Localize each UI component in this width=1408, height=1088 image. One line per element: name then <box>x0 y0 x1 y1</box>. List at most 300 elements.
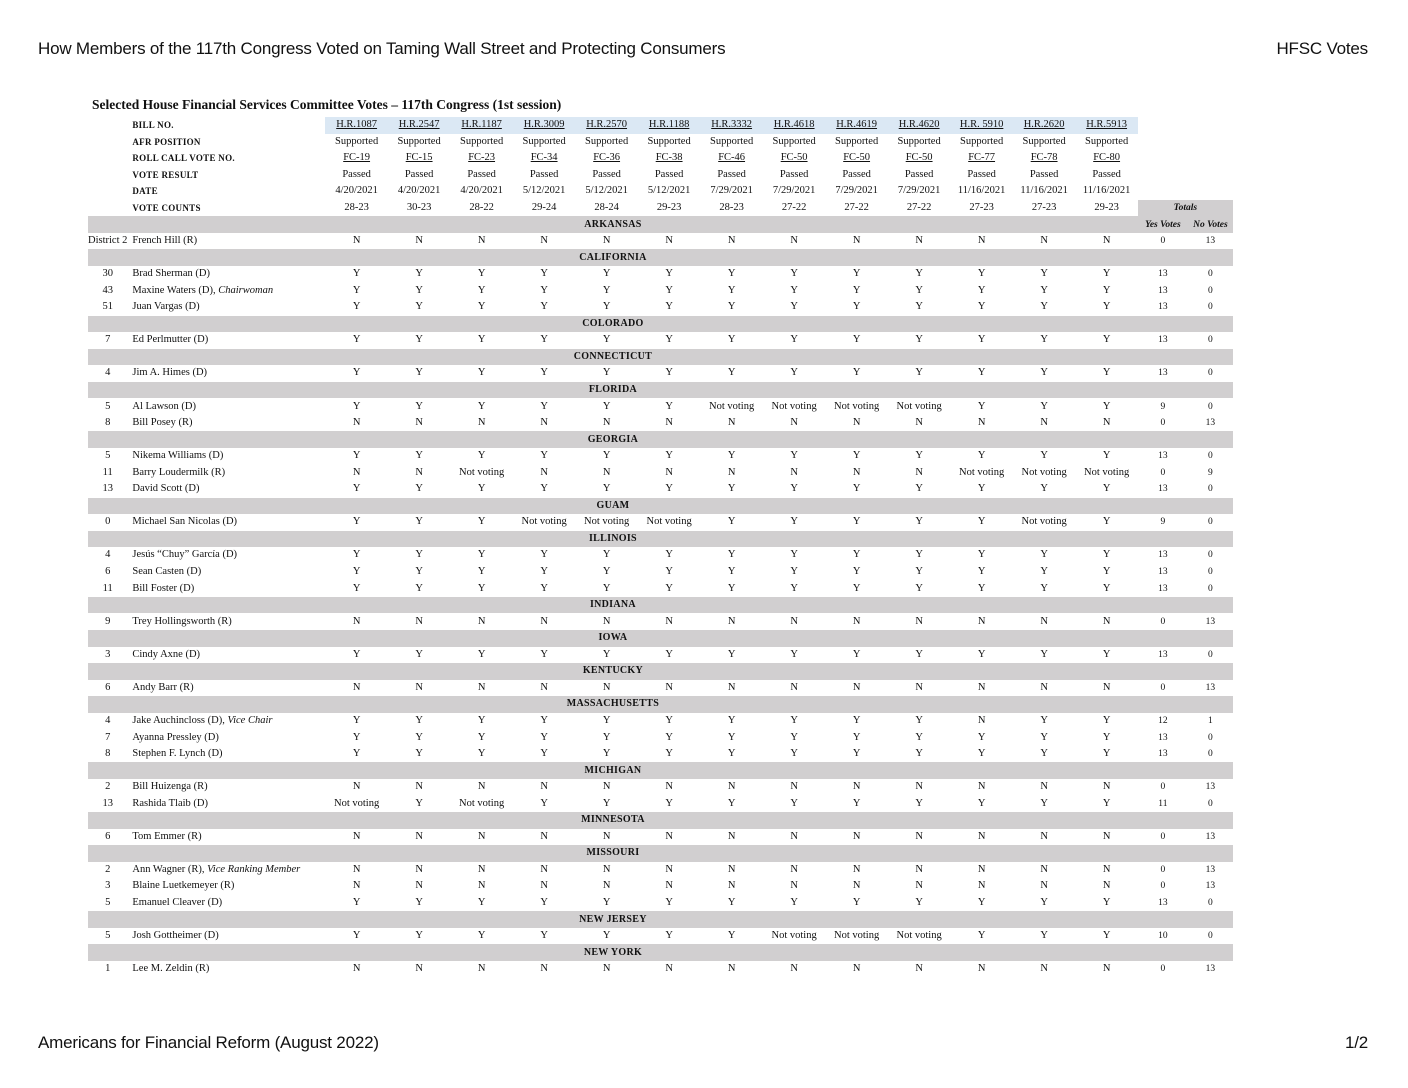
yes-total: 0 <box>1160 616 1166 627</box>
vote-count: 27-23 <box>969 202 994 213</box>
bill-number[interactable] <box>450 117 513 134</box>
yes-total: 10 <box>1158 931 1168 942</box>
roll-call[interactable] <box>825 150 888 167</box>
roll-call-text[interactable]: FC-50 <box>780 152 808 164</box>
vote-cell: N <box>1040 963 1048 975</box>
vote-cell: Y <box>977 930 986 942</box>
vote-cell: Y <box>665 797 673 809</box>
state-row <box>88 762 1233 779</box>
roll-call-text[interactable]: FC-38 <box>655 152 683 164</box>
state-name: MISSOURI <box>88 845 1138 862</box>
roll-call-text[interactable]: FC-36 <box>593 152 621 164</box>
member-name-text: Jake Auchincloss (D), <box>132 714 228 726</box>
vote-cell: N <box>915 615 923 627</box>
vote-cell: Y <box>602 268 611 280</box>
vote-cell: Y <box>665 748 673 760</box>
vote-cell: Y <box>1040 400 1048 412</box>
roll-call-text[interactable]: FC-50 <box>905 152 933 164</box>
row-label-date: DATE <box>132 186 158 197</box>
vote-cell: Y <box>790 367 798 379</box>
vote-cell: N <box>1102 235 1111 247</box>
vote-cell: Not voting <box>1021 466 1067 478</box>
vote-date: 7/29/2021 <box>897 185 941 197</box>
vote-cell: Y <box>852 301 861 313</box>
bill-number[interactable] <box>1013 117 1076 134</box>
no-total: 0 <box>1208 335 1213 346</box>
vote-cell: Y <box>1102 549 1111 561</box>
vote-cell: Y <box>977 284 986 296</box>
vote-cell: Y <box>1102 284 1111 296</box>
vote-cell: N <box>852 466 861 478</box>
roll-call-text[interactable]: FC-78 <box>1030 152 1058 164</box>
vote-cell: Y <box>415 648 423 660</box>
vote-result: Passed <box>967 168 996 180</box>
header-spacer <box>88 134 132 151</box>
bill-number-text[interactable]: H.R.4619 <box>836 119 878 131</box>
bill-number[interactable] <box>888 117 951 134</box>
vote-cell: N <box>915 963 923 975</box>
bill-number[interactable] <box>513 117 576 134</box>
member-name-text: Cindy Axne (D) <box>132 648 201 660</box>
roll-call[interactable] <box>700 150 763 167</box>
vote-count: 29-23 <box>656 202 682 213</box>
roll-call-text[interactable]: FC-46 <box>718 152 746 164</box>
no-votes-header: No Votes <box>1188 216 1233 233</box>
bill-number-text[interactable]: H.R.3332 <box>711 119 753 131</box>
vote-cell: Not voting <box>771 930 817 942</box>
bill-number-text[interactable]: H.R.1188 <box>648 119 690 131</box>
afr-position: Supported <box>960 135 1004 147</box>
vote-cell: Y <box>727 450 736 462</box>
no-total: 0 <box>1208 798 1213 809</box>
vote-cell: Y <box>915 714 923 726</box>
vote-cell: Y <box>727 516 736 528</box>
vote-cell: Y <box>1102 516 1111 528</box>
state-name: MASSACHUSETTS <box>88 696 1138 713</box>
vote-cell: Y <box>915 367 923 379</box>
vote-cell: Y <box>477 483 486 495</box>
no-total: 13 <box>1205 964 1216 975</box>
vote-cell: Y <box>352 549 361 561</box>
vote-cell: Y <box>915 896 923 908</box>
vote-cell: Y <box>665 400 673 412</box>
yes-total: 13 <box>1158 583 1168 594</box>
member-name <box>132 266 325 283</box>
header-row-afr <box>88 134 1233 151</box>
vote-cell: Y <box>852 516 861 528</box>
vote-cell: Y <box>415 549 423 561</box>
vote-cell: Y <box>540 896 548 908</box>
row-label-bill: BILL NO. <box>132 120 174 131</box>
yes-total: 0 <box>1160 964 1166 975</box>
vote-cell: Y <box>602 400 611 412</box>
roll-call-text[interactable]: FC-80 <box>1093 152 1121 164</box>
state-name: IOWA <box>88 630 1138 647</box>
vote-cell: N <box>1040 781 1048 793</box>
vote-cell: Y <box>665 268 673 280</box>
yes-total: 13 <box>1158 749 1168 760</box>
member-name-text: Blaine Luetkemeyer (R) <box>132 880 235 892</box>
vote-cell: Y <box>790 301 798 313</box>
yes-total: 13 <box>1158 732 1168 743</box>
vote-cell: N <box>415 781 423 793</box>
district: 13 <box>102 797 113 809</box>
vote-cell: Y <box>540 400 548 412</box>
vote-cell: Y <box>852 566 861 578</box>
member-row <box>88 729 1233 746</box>
state-row <box>88 597 1233 614</box>
roll-call[interactable] <box>388 150 451 167</box>
vote-cell: Y <box>790 334 798 346</box>
vote-cell: Y <box>665 334 673 346</box>
district: 6 <box>105 681 111 693</box>
bill-number-text[interactable]: H.R. 5910 <box>959 119 1004 131</box>
vote-cell: Y <box>1040 748 1048 760</box>
header-spacer <box>88 183 132 200</box>
roll-call[interactable] <box>513 150 576 167</box>
vote-cell: N <box>1040 830 1048 842</box>
district: 3 <box>105 880 111 892</box>
yes-total: 13 <box>1158 335 1168 346</box>
bill-number[interactable] <box>700 117 763 134</box>
roll-call[interactable] <box>763 150 826 167</box>
afr-position: Supported <box>647 135 691 147</box>
vote-cell: N <box>852 235 861 247</box>
roll-call-text[interactable]: FC-50 <box>843 152 871 164</box>
vote-cell: N <box>727 863 736 875</box>
vote-cell: Not voting <box>709 400 755 412</box>
member-name-text: Ed Perlmutter (D) <box>132 334 209 346</box>
member-name <box>132 282 325 299</box>
member-name-text: Stephen F. Lynch (D) <box>132 748 223 760</box>
state-row <box>88 696 1233 713</box>
vote-cell: Y <box>477 731 486 743</box>
member-name-text: Bill Posey (R) <box>132 417 193 429</box>
vote-cell: N <box>352 466 361 478</box>
state-name: FLORIDA <box>88 382 1138 399</box>
roll-call[interactable] <box>450 150 513 167</box>
district: 8 <box>105 417 111 429</box>
member-row <box>88 464 1233 481</box>
vote-result: Passed <box>904 168 934 180</box>
roll-call[interactable] <box>575 150 638 167</box>
roll-call-text[interactable]: FC-23 <box>468 152 496 164</box>
vote-cell: Y <box>1102 930 1111 942</box>
vote-cell: Not voting <box>1084 466 1130 478</box>
bill-number-text[interactable]: H.R.4618 <box>773 119 815 131</box>
bill-number[interactable] <box>325 117 388 134</box>
no-total: 13 <box>1205 782 1216 793</box>
member-name <box>132 233 325 250</box>
vote-cell: Y <box>1040 549 1048 561</box>
bill-number[interactable] <box>950 117 1013 134</box>
member-name <box>132 365 325 382</box>
vote-cell: N <box>415 235 423 247</box>
roll-call[interactable] <box>325 150 388 167</box>
vote-cell: N <box>415 466 423 478</box>
member-name <box>132 713 325 730</box>
vote-cell: N <box>852 417 861 429</box>
vote-result: Passed <box>529 168 559 180</box>
bill-number-text[interactable]: H.R.5913 <box>1086 119 1128 131</box>
vote-cell: N <box>352 681 361 693</box>
vote-cell: Y <box>1102 648 1111 660</box>
vote-cell: Y <box>915 268 923 280</box>
state-row <box>88 216 1233 233</box>
vote-cell: N <box>602 963 611 975</box>
vote-date: 4/20/2021 <box>397 185 441 197</box>
vote-cell: N <box>727 466 736 478</box>
no-total: 0 <box>1208 649 1213 660</box>
roll-call[interactable] <box>950 150 1013 167</box>
vote-cell: N <box>977 714 986 726</box>
vote-cell: Y <box>602 930 611 942</box>
state-row <box>88 249 1233 266</box>
member-name <box>132 299 325 316</box>
vote-cell: Y <box>977 582 986 594</box>
roll-call[interactable] <box>638 150 701 167</box>
member-name-text: Barry Loudermilk (R) <box>132 466 226 478</box>
vote-cell: Y <box>977 268 986 280</box>
vote-cell: Y <box>540 549 548 561</box>
vote-cell: N <box>915 235 923 247</box>
member-name-text: Trey Hollingsworth (R) <box>132 615 232 627</box>
vote-cell: Y <box>977 731 986 743</box>
no-total: 0 <box>1208 401 1213 412</box>
row-label-roll: ROLL CALL VOTE NO. <box>132 153 235 164</box>
vote-cell: Y <box>477 334 486 346</box>
member-name-text: Al Lawson (D) <box>132 400 196 412</box>
no-total: 13 <box>1205 831 1216 842</box>
member-name-text: Bill Huizenga (R) <box>132 781 208 793</box>
vote-cell: N <box>852 615 861 627</box>
vote-cell: Y <box>665 930 673 942</box>
yes-total: 0 <box>1160 682 1166 693</box>
no-total: 0 <box>1208 550 1213 561</box>
vote-cell: Y <box>602 334 611 346</box>
vote-cell: Y <box>852 797 861 809</box>
bill-number-text[interactable]: H.R.3009 <box>523 119 565 131</box>
bill-number[interactable] <box>825 117 888 134</box>
roll-call[interactable] <box>888 150 951 167</box>
vote-cell: Y <box>602 301 611 313</box>
vote-cell: N <box>915 681 923 693</box>
vote-cell: Y <box>1102 268 1111 280</box>
totals-header: Totals <box>1138 200 1233 217</box>
state-row <box>88 498 1233 515</box>
member-name <box>132 415 325 432</box>
vote-cell: N <box>977 417 986 429</box>
district: 1 <box>105 963 111 975</box>
vote-cell: N <box>727 830 736 842</box>
vote-cell: N <box>1040 417 1048 429</box>
vote-cell: Not voting <box>834 930 880 942</box>
member-row <box>88 282 1233 299</box>
vote-cell: N <box>977 863 986 875</box>
bill-number[interactable] <box>575 117 638 134</box>
vote-cell: N <box>540 235 548 247</box>
vote-cell: Y <box>790 566 798 578</box>
vote-cell: Y <box>1102 400 1111 412</box>
vote-cell: Y <box>477 367 486 379</box>
vote-cell: Y <box>415 896 423 908</box>
district: 51 <box>102 301 113 313</box>
vote-cell: Y <box>852 483 861 495</box>
vote-count: 29-24 <box>531 202 557 213</box>
vote-cell: Y <box>477 400 486 412</box>
header-row-date <box>88 183 1233 200</box>
roll-call[interactable] <box>1075 150 1138 167</box>
vote-cell: Y <box>415 450 423 462</box>
vote-cell: Y <box>415 566 423 578</box>
vote-cell: Y <box>477 748 486 760</box>
vote-cell: Y <box>602 731 611 743</box>
member-name <box>132 580 325 597</box>
no-total: 13 <box>1205 864 1216 875</box>
bill-number-text[interactable]: H.R.2570 <box>586 119 628 131</box>
vote-cell: N <box>1102 681 1111 693</box>
member-row <box>88 779 1233 796</box>
vote-cell: Y <box>790 731 798 743</box>
vote-cell: N <box>852 963 861 975</box>
vote-cell: Y <box>415 797 423 809</box>
member-name <box>132 795 325 812</box>
bill-number-text[interactable]: H.R.2620 <box>1023 119 1065 131</box>
vote-cell: Y <box>790 896 798 908</box>
vote-cell: Y <box>977 648 986 660</box>
member-name <box>132 564 325 581</box>
roll-call-text[interactable]: FC-19 <box>343 152 371 164</box>
vote-cell: Y <box>352 930 361 942</box>
vote-cell: Y <box>602 566 611 578</box>
vote-cell: N <box>915 830 923 842</box>
vote-cell: N <box>415 863 423 875</box>
member-row <box>88 613 1233 630</box>
district: 2 <box>105 781 111 793</box>
bill-number-text[interactable]: H.R.1187 <box>461 119 502 131</box>
vote-cell: Y <box>352 648 361 660</box>
vote-cell: Y <box>415 516 423 528</box>
district: 5 <box>105 930 111 942</box>
vote-cell: Y <box>540 582 548 594</box>
district: 7 <box>105 334 111 346</box>
vote-cell: N <box>727 963 736 975</box>
vote-count: 27-22 <box>844 202 869 213</box>
member-row <box>88 564 1233 581</box>
vote-cell: N <box>915 863 923 875</box>
state-row <box>88 531 1233 548</box>
roll-call-text[interactable]: FC-34 <box>530 152 558 164</box>
afr-position: Supported <box>522 135 566 147</box>
row-label-counts: VOTE COUNTS <box>132 203 201 213</box>
vote-result: Passed <box>467 168 496 180</box>
member-name-text: Jesús “Chuy” García (D) <box>132 549 238 561</box>
roll-call-text[interactable]: FC-15 <box>405 152 433 164</box>
vote-cell: Y <box>602 748 611 760</box>
bill-number[interactable] <box>638 117 701 134</box>
header-row-result <box>88 167 1233 184</box>
vote-cell: N <box>352 963 361 975</box>
vote-cell: Y <box>727 582 736 594</box>
vote-cell: Y <box>352 301 361 313</box>
vote-cell: N <box>790 781 798 793</box>
state-name: NEW JERSEY <box>88 911 1138 928</box>
member-row <box>88 795 1233 812</box>
vote-cell: N <box>477 880 486 892</box>
vote-cell: Y <box>727 748 736 760</box>
vote-date: 7/29/2021 <box>772 185 816 197</box>
afr-position: Supported <box>1022 135 1066 147</box>
vote-cell: Y <box>977 549 986 561</box>
vote-cell: Y <box>1102 301 1111 313</box>
vote-cell: Y <box>415 748 423 760</box>
vote-cell: Y <box>977 450 986 462</box>
bill-number[interactable] <box>388 117 451 134</box>
member-name <box>132 928 325 945</box>
bill-number-text[interactable]: H.R.1087 <box>336 119 378 131</box>
vote-cell: Y <box>790 268 798 280</box>
vote-result: Passed <box>592 168 621 180</box>
vote-cell: Y <box>665 714 673 726</box>
vote-cell: Y <box>415 367 423 379</box>
vote-cell: Y <box>915 334 923 346</box>
vote-count: 29-23 <box>1094 202 1119 213</box>
bill-number-text[interactable]: H.R.2547 <box>398 119 440 131</box>
vote-cell: Y <box>915 648 923 660</box>
vote-cell: N <box>352 863 361 875</box>
vote-cell: Y <box>1040 334 1048 346</box>
vote-cell: Y <box>790 450 798 462</box>
header-spacer <box>88 150 132 167</box>
vote-cell: Not voting <box>584 516 630 528</box>
vote-cell: Y <box>1102 714 1111 726</box>
state-name: GEORGIA <box>88 431 1138 448</box>
vote-cell: N <box>665 963 673 975</box>
vote-cell: Y <box>540 367 548 379</box>
afr-position: Supported <box>397 135 441 147</box>
vote-cell: N <box>477 235 486 247</box>
vote-cell: N <box>602 863 611 875</box>
vote-date: 11/16/2021 <box>1020 185 1068 197</box>
bill-number[interactable] <box>1075 117 1138 134</box>
member-name-text: Juan Vargas (D) <box>132 301 200 313</box>
vote-cell: Y <box>977 400 986 412</box>
bill-number[interactable] <box>763 117 826 134</box>
header-row-counts <box>88 200 1233 217</box>
vote-cell: Y <box>415 930 423 942</box>
page-footer: Americans for Financial Reform (August 2022) <box>38 1033 379 1052</box>
member-row <box>88 415 1233 432</box>
roll-call-text[interactable]: FC-77 <box>968 152 996 164</box>
yes-votes-header: Yes Votes <box>1138 216 1188 233</box>
yes-total: 13 <box>1158 269 1168 280</box>
vote-cell: Y <box>352 284 361 296</box>
yes-total: 0 <box>1160 782 1166 793</box>
vote-cell: Y <box>915 516 923 528</box>
vote-cell: Y <box>915 549 923 561</box>
vote-cell: N <box>540 681 548 693</box>
no-total: 0 <box>1208 517 1213 528</box>
vote-cell: Y <box>602 549 611 561</box>
vote-cell: N <box>602 615 611 627</box>
member-role: Vice Ranking Member <box>207 863 301 875</box>
roll-call[interactable] <box>1013 150 1076 167</box>
member-name <box>132 514 325 531</box>
state-row <box>88 663 1233 680</box>
vote-cell: N <box>540 781 548 793</box>
vote-cell: Y <box>665 301 673 313</box>
bill-number-text[interactable]: H.R.4620 <box>898 119 940 131</box>
